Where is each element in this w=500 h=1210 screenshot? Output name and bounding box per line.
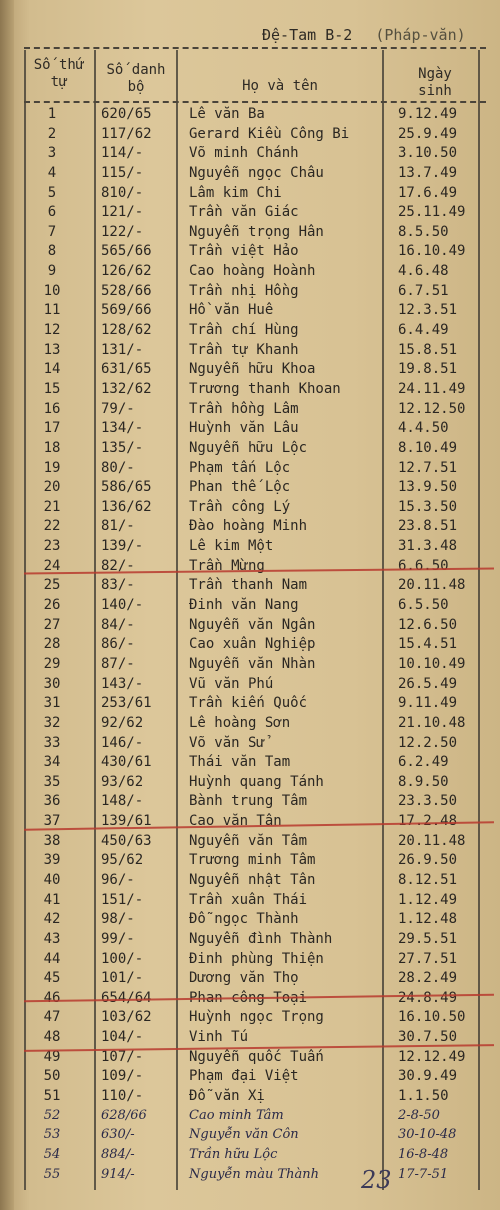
- table-row: [0, 438, 500, 458]
- registry-number: 95/62: [101, 852, 144, 869]
- registry-number: 136/62: [101, 498, 152, 515]
- student-name: Cao văn Tân: [189, 813, 282, 830]
- table-row: [0, 359, 500, 379]
- registry-number: 109/-: [101, 1068, 144, 1085]
- birth-date: 8.5.50: [398, 223, 449, 240]
- row-number: 29: [43, 655, 61, 672]
- row-number: 13: [43, 341, 61, 358]
- class-title: Đệ-Tam B-2: [262, 26, 353, 44]
- row-number: 48: [43, 1029, 61, 1046]
- table-row: [0, 241, 500, 261]
- birth-date: 17.6.49: [398, 184, 458, 201]
- birth-date: 23.8.51: [398, 518, 458, 535]
- row-number: 20: [43, 479, 61, 496]
- student-name: Phạm tấn Lộc: [189, 459, 291, 476]
- row-number: 44: [43, 950, 61, 967]
- student-name: Nguyễn đình Thành: [189, 930, 333, 947]
- registry-number: 101/-: [101, 970, 144, 987]
- table-row: [0, 1027, 500, 1047]
- registry-number: 654/64: [101, 989, 152, 1006]
- table-row: [0, 1165, 500, 1185]
- table-row: [0, 379, 500, 399]
- registry-number: 98/-: [101, 911, 135, 928]
- row-number: 30: [43, 675, 61, 692]
- table-row: [0, 791, 500, 811]
- row-number: 6: [47, 204, 57, 221]
- student-name: Đào hoàng Minh: [189, 518, 308, 535]
- student-name: Vinh Tú: [189, 1029, 249, 1046]
- table-row: [0, 713, 500, 733]
- student-name: Nguyễn trọng Hân: [189, 223, 324, 240]
- birth-date: 25.9.49: [398, 125, 458, 142]
- registry-number: 628/66: [101, 1107, 147, 1123]
- birth-date: 10.10.49: [398, 655, 466, 672]
- birth-date: 30.7.50: [398, 1029, 458, 1046]
- registry-number: 131/-: [101, 341, 144, 358]
- registry-number: 253/61: [101, 695, 152, 712]
- registry-number: 134/-: [101, 420, 144, 437]
- row-number: 4: [47, 164, 57, 181]
- registry-number: 107/-: [101, 1048, 144, 1065]
- student-name: Trần nhị Hồng: [189, 282, 299, 299]
- registry-number: 83/-: [101, 577, 135, 594]
- birth-date: 8.9.50: [398, 773, 449, 790]
- registry-number: 117/62: [101, 125, 152, 142]
- birth-date: 24.11.49: [398, 380, 466, 397]
- registry-number: 87/-: [101, 655, 135, 672]
- row-number: 14: [43, 361, 61, 378]
- birth-date: 8.10.49: [398, 439, 458, 456]
- registry-number: 586/65: [101, 479, 152, 496]
- row-number: 32: [43, 714, 61, 731]
- row-number: 46: [43, 989, 61, 1006]
- row-number: 51: [43, 1088, 61, 1105]
- student-name: Trần công Lý: [189, 498, 291, 515]
- table-row: [0, 104, 500, 124]
- row-number: 22: [43, 518, 61, 535]
- table-row: [0, 222, 500, 242]
- birth-date: 30.9.49: [398, 1068, 458, 1085]
- row-number: 35: [43, 773, 61, 790]
- row-number: 19: [43, 459, 61, 476]
- table-row: [0, 1007, 500, 1027]
- birth-date: 2-8-50: [398, 1107, 440, 1123]
- row-number: 54: [43, 1146, 61, 1162]
- row-number: 21: [43, 498, 61, 515]
- table-row: [0, 850, 500, 870]
- student-name: Lê văn Ba: [189, 106, 265, 122]
- registry-number: 620/65: [101, 106, 152, 122]
- birth-date: 1.1.50: [398, 1088, 449, 1105]
- row-number: 3: [47, 145, 57, 162]
- student-name: Huỳnh văn Lâu: [189, 420, 299, 437]
- birth-date: 21.10.48: [398, 714, 466, 731]
- registry-number: 84/-: [101, 616, 135, 633]
- table-row: [0, 1106, 500, 1126]
- registry-number: 450/63: [101, 832, 152, 849]
- table-row: [0, 281, 500, 301]
- row-number: 24: [43, 557, 61, 574]
- registry-number: 139/61: [101, 813, 152, 830]
- student-name: Trần hồng Lâm: [189, 400, 299, 417]
- birth-date: 13.9.50: [398, 479, 458, 496]
- birth-date: 12.3.51: [398, 302, 458, 319]
- registry-number: 126/62: [101, 263, 152, 280]
- table-row: [0, 183, 500, 203]
- student-name: Trần thanh Nam: [189, 577, 308, 594]
- registry-number: 93/62: [101, 773, 144, 790]
- student-name: Cao minh Tâm: [189, 1107, 284, 1123]
- birth-date: 6.2.49: [398, 754, 449, 771]
- registry-number: 135/-: [101, 439, 144, 456]
- registry-number: 103/62: [101, 1009, 152, 1026]
- row-number: 38: [43, 832, 61, 849]
- registry-number: 630/-: [101, 1127, 135, 1143]
- row-number: 26: [43, 597, 61, 614]
- birth-date: 13.7.49: [398, 164, 458, 181]
- row-number: 33: [43, 734, 61, 751]
- row-number: 8: [47, 243, 57, 260]
- col-header-doc: Số danh bộ: [106, 62, 166, 95]
- student-name: Đỗ ngọc Thành: [189, 911, 299, 928]
- student-name: Trần tự Khanh: [189, 341, 299, 358]
- table-row: [0, 693, 500, 713]
- registry-number: 104/-: [101, 1029, 144, 1046]
- birth-date: 28.2.49: [398, 970, 458, 987]
- table-row: [0, 418, 500, 438]
- registry-number: 79/-: [101, 400, 135, 417]
- row-number: 43: [43, 930, 61, 947]
- birth-date: 12.2.50: [398, 734, 458, 751]
- student-name: Nguyễn hữu Lộc: [189, 439, 308, 456]
- registry-number: 151/-: [101, 891, 144, 908]
- student-name: Trần kiến Quốc: [189, 695, 308, 712]
- student-name: Lê kim Một: [189, 538, 274, 555]
- registry-number: 146/-: [101, 734, 144, 751]
- registry-number: 122/-: [101, 223, 144, 240]
- student-name: Nguyễn màu Thành: [189, 1166, 320, 1182]
- row-number: 31: [43, 695, 61, 712]
- table-row: [0, 831, 500, 851]
- registry-number: 128/62: [101, 322, 152, 339]
- row-number: 25: [43, 577, 61, 594]
- student-name: Thái văn Tam: [189, 754, 291, 771]
- birth-date: 15.8.51: [398, 341, 458, 358]
- student-name: Phạm đại Việt: [189, 1068, 299, 1085]
- table-row: [0, 1086, 500, 1106]
- student-name: Trương thanh Khoan: [189, 380, 341, 397]
- student-name: Trần hữu Lộc: [189, 1146, 278, 1162]
- col-header-dob: Ngày sinh: [418, 66, 452, 99]
- table-row: [0, 261, 500, 281]
- row-number: 17: [43, 420, 61, 437]
- row-number: 28: [43, 636, 61, 653]
- student-name: Trần văn Giác: [189, 204, 299, 221]
- row-number: 2: [47, 125, 57, 142]
- registry-number: 99/-: [101, 930, 135, 947]
- registry-number: 100/-: [101, 950, 144, 967]
- birth-date: 19.8.51: [398, 361, 458, 378]
- row-number: 5: [47, 184, 57, 201]
- registry-number: 80/-: [101, 459, 135, 476]
- birth-date: 12.6.50: [398, 616, 458, 633]
- class-subtitle: (Pháp-văn): [375, 26, 466, 44]
- birth-date: 17-7-51: [398, 1166, 449, 1182]
- student-name: Vũ văn Phú: [189, 675, 274, 692]
- student-name: Đinh văn Nang: [189, 597, 299, 614]
- registry-number: 139/-: [101, 538, 144, 555]
- row-number: 37: [43, 813, 61, 830]
- birth-date: 15.3.50: [398, 498, 458, 515]
- table-row: [0, 772, 500, 792]
- birth-date: 30-10-48: [398, 1127, 457, 1143]
- registry-number: 114/-: [101, 145, 144, 162]
- registry-number: 914/-: [101, 1166, 135, 1182]
- registry-number: 115/-: [101, 164, 144, 181]
- registry-number: 569/66: [101, 302, 152, 319]
- row-number: 7: [47, 223, 57, 240]
- table-row: [0, 1066, 500, 1086]
- student-name: Đỗ văn Xị: [189, 1088, 265, 1105]
- table-row: [0, 909, 500, 929]
- table-row: [0, 320, 500, 340]
- row-number: 50: [43, 1068, 61, 1085]
- birth-date: 12.12.50: [398, 400, 466, 417]
- student-name: Nguyễn ngọc Châu: [189, 164, 324, 181]
- table-row: [0, 929, 500, 949]
- registry-number: 81/-: [101, 518, 135, 535]
- student-name: Gerard Kiều Công Bi: [189, 125, 350, 142]
- student-name: Nguyễn văn Tâm: [189, 832, 308, 849]
- birth-date: 25.11.49: [398, 204, 466, 221]
- registry-number: 121/-: [101, 204, 144, 221]
- birth-date: 23.3.50: [398, 793, 458, 810]
- table-row: [0, 968, 500, 988]
- student-name: Trần Mừng: [189, 557, 265, 574]
- student-name: Phan công Toại: [189, 989, 308, 1006]
- registry-number: 92/62: [101, 714, 144, 731]
- student-name: Lâm kim Chi: [189, 184, 282, 201]
- class-header: [262, 26, 466, 44]
- student-name: Huỳnh quang Tánh: [189, 773, 324, 790]
- registry-number: 884/-: [101, 1146, 135, 1162]
- birth-date: 17.2.48: [398, 813, 458, 830]
- registry-number: 143/-: [101, 675, 144, 692]
- row-number: 18: [43, 439, 61, 456]
- table-row: [0, 1145, 500, 1165]
- birth-date: 16.10.49: [398, 243, 466, 260]
- registry-number: 110/-: [101, 1088, 144, 1105]
- birth-date: 31.3.48: [398, 538, 458, 555]
- birth-date: 6.4.49: [398, 322, 449, 339]
- student-name: Cao hoàng Hoành: [189, 263, 316, 280]
- birth-date: 1.12.49: [398, 891, 458, 908]
- registry-number: 132/62: [101, 380, 152, 397]
- registry-number: 528/66: [101, 282, 152, 299]
- birth-date: 16-8-48: [398, 1146, 449, 1162]
- row-number: 1: [47, 106, 57, 122]
- birth-date: 6.5.50: [398, 597, 449, 614]
- col-header-no: Số thứ tự: [33, 57, 85, 90]
- birth-date: 4.6.48: [398, 263, 449, 280]
- table-row: [0, 733, 500, 753]
- table-row: [0, 575, 500, 595]
- row-number: 15: [43, 380, 61, 397]
- table-row: [0, 497, 500, 517]
- student-name: Nguyễn văn Nhàn: [189, 655, 316, 672]
- table-row: [0, 654, 500, 674]
- student-name: Trần xuân Thái: [189, 891, 308, 908]
- row-number: 47: [43, 1009, 61, 1026]
- registry-number: 631/65: [101, 361, 152, 378]
- birth-date: 26.9.50: [398, 852, 458, 869]
- table-row: [0, 1125, 500, 1145]
- birth-date: 12.12.49: [398, 1048, 466, 1065]
- birth-date: 12.7.51: [398, 459, 458, 476]
- row-number: 52: [43, 1107, 61, 1123]
- registry-number: 140/-: [101, 597, 144, 614]
- birth-date: 6.7.51: [398, 282, 449, 299]
- row-number: 36: [43, 793, 61, 810]
- birth-date: 27.7.51: [398, 950, 458, 967]
- table-row: [0, 340, 500, 360]
- student-name: Trần việt Hảo: [189, 243, 299, 260]
- student-name: Trần chí Hùng: [189, 322, 299, 339]
- student-name: Lê hoàng Sơn: [189, 714, 291, 731]
- table-row: [0, 752, 500, 772]
- student-name: Nguyễn nhật Tân: [189, 871, 316, 888]
- table-row: [0, 202, 500, 222]
- student-table: [0, 104, 500, 1184]
- page-number: 23: [361, 1166, 392, 1194]
- birth-date: 29.5.51: [398, 930, 458, 947]
- row-number: 39: [43, 852, 61, 869]
- row-number: 41: [43, 891, 61, 908]
- row-number: 23: [43, 538, 61, 555]
- student-name: Đinh phùng Thiện: [189, 950, 324, 967]
- birth-date: 9.11.49: [398, 695, 458, 712]
- student-name: Trương minh Tâm: [189, 852, 316, 869]
- table-row: [0, 143, 500, 163]
- student-name: Nguyễn văn Ngân: [189, 616, 316, 633]
- table-row: [0, 674, 500, 694]
- row-number: 49: [43, 1048, 61, 1065]
- row-number: 12: [43, 322, 61, 339]
- registry-number: 82/-: [101, 557, 135, 574]
- table-row: [0, 870, 500, 890]
- student-name: Bành trung Tâm: [189, 793, 308, 810]
- birth-date: 6.6.50: [398, 557, 449, 574]
- table-row: [0, 124, 500, 144]
- row-number: 53: [43, 1127, 61, 1143]
- table-row: [0, 949, 500, 969]
- table-row: [0, 477, 500, 497]
- row-number: 10: [43, 282, 61, 299]
- birth-date: 16.10.50: [398, 1009, 466, 1026]
- student-name: Phan thế Lộc: [189, 479, 291, 496]
- birth-date: 3.10.50: [398, 145, 458, 162]
- row-number: 9: [47, 263, 57, 280]
- col-header-name: Họ và tên: [242, 78, 318, 94]
- registry-number: 565/66: [101, 243, 152, 260]
- table-row: [0, 595, 500, 615]
- birth-date: 8.12.51: [398, 871, 458, 888]
- top-rule: [24, 47, 486, 49]
- row-number: 27: [43, 616, 61, 633]
- table-row: [0, 516, 500, 536]
- table-row: [0, 536, 500, 556]
- student-name: Nguyễn hữu Khoa: [189, 361, 316, 378]
- birth-date: 15.4.51: [398, 636, 458, 653]
- student-name: Hồ văn Huê: [189, 302, 274, 319]
- table-row: [0, 399, 500, 419]
- birth-date: 1.12.48: [398, 911, 458, 928]
- table-row: [0, 300, 500, 320]
- birth-date: 20.11.48: [398, 832, 466, 849]
- registry-number: 96/-: [101, 871, 135, 888]
- student-name: Võ minh Chánh: [189, 145, 299, 162]
- student-name: Dương văn Thọ: [189, 970, 299, 987]
- registry-number: 810/-: [101, 184, 144, 201]
- row-number: 42: [43, 911, 61, 928]
- table-row: [0, 890, 500, 910]
- row-number: 45: [43, 970, 61, 987]
- row-number: 34: [43, 754, 61, 771]
- birth-date: 4.4.50: [398, 420, 449, 437]
- birth-date: 24.8.49: [398, 989, 458, 1006]
- table-row: [0, 634, 500, 654]
- student-name: Huỳnh ngọc Trọng: [189, 1009, 324, 1026]
- birth-date: 20.11.48: [398, 577, 466, 594]
- registry-number: 148/-: [101, 793, 144, 810]
- row-number: 11: [43, 302, 61, 319]
- registry-number: 86/-: [101, 636, 135, 653]
- student-name: Nguyễn văn Côn: [189, 1127, 299, 1143]
- student-name: Cao xuân Nghiệp: [189, 636, 316, 653]
- student-name: Võ văn Sử: [189, 734, 265, 751]
- table-row: [0, 458, 500, 478]
- registry-number: 430/61: [101, 754, 152, 771]
- table-row: [0, 615, 500, 635]
- row-number: 55: [43, 1166, 61, 1182]
- birth-date: 26.5.49: [398, 675, 458, 692]
- student-name: Nguyễn quốc Tuấn: [189, 1048, 324, 1065]
- table-row: [0, 163, 500, 183]
- row-number: 40: [43, 871, 61, 888]
- birth-date: 9.12.49: [398, 106, 458, 122]
- row-number: 16: [43, 400, 61, 417]
